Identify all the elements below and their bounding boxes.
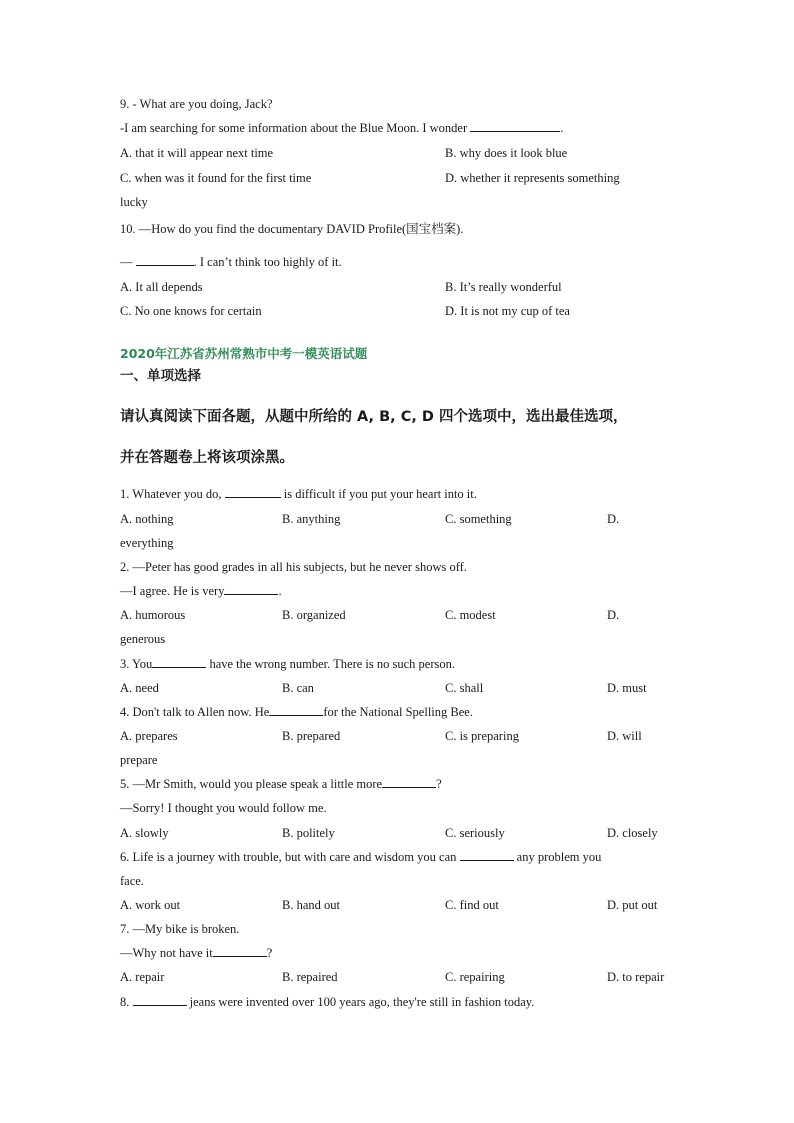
q1-blank (225, 486, 281, 498)
q4-option-c: C. is preparing (445, 729, 519, 743)
q6-line2: face. (120, 874, 144, 888)
q1-stem (120, 486, 477, 502)
q2-line2 (120, 583, 282, 599)
q2-option-a: A. humorous (120, 608, 186, 622)
q7-option-c: C. repairing (445, 970, 505, 984)
q6-prefix: 6. Life is a journey with trouble, but with care and wisdom you can (120, 850, 460, 864)
q2-stem: 2. —Peter has good grades in all his subjects, but he never shows off. (120, 560, 467, 574)
q9-line2-prefix: -I am searching for some information about the Blue Moon. I wonder (120, 121, 471, 135)
q5-stem (120, 776, 442, 792)
exam-title: 2020年江苏省苏州常熟市中考一模英语试题 (120, 346, 368, 361)
q10-blank (136, 254, 194, 266)
q9-blank (470, 120, 560, 132)
q7-blank (213, 945, 267, 957)
q6-suffix: any problem you (513, 850, 602, 864)
q6-option-d: D. put out (607, 898, 658, 912)
q10-option-a: A. It all depends (120, 280, 203, 294)
q5-option-d: D. closely (607, 826, 658, 840)
q8-suffix: jeans were invented over 100 years ago, they're still in fashion today. (186, 995, 535, 1009)
q1-option-b: B. anything (282, 512, 341, 526)
q9-option-d: D. whether it represents something (445, 171, 620, 185)
q1-suffix: is difficult if you put your heart into it. (280, 487, 477, 501)
q7-line2-suffix: ? (266, 946, 273, 960)
q5-option-a: A. slowly (120, 826, 169, 840)
q7-option-a: A. repair (120, 970, 165, 984)
q1-option-a: A. nothing (120, 512, 174, 526)
q7-option-d: D. to repair (607, 970, 665, 984)
q2-blank (224, 583, 278, 595)
q9-option-a: A. that it will appear next time (120, 146, 274, 160)
q6-option-c: C. find out (445, 898, 499, 912)
q9-option-d-wrap: lucky (120, 195, 148, 209)
q10-line2-prefix: — (120, 255, 136, 269)
q9-line2-suffix: . (560, 121, 564, 135)
q1-option-d-wrap: everything (120, 536, 174, 550)
q9-option-c: C. when was it found for the first time (120, 171, 312, 185)
q9-line2 (120, 120, 563, 136)
q3-prefix: 3. You (120, 657, 153, 671)
q4-option-d: D. will (607, 729, 642, 743)
q3-option-c: C. shall (445, 681, 484, 695)
q1-option-c: C. something (445, 512, 512, 526)
q6-option-b: B. hand out (282, 898, 340, 912)
q3-option-d: D. must (607, 681, 647, 695)
q4-option-b: B. prepared (282, 729, 341, 743)
q5-option-c: C. seriously (445, 826, 505, 840)
q6-blank (460, 849, 514, 861)
q6-option-a: A. work out (120, 898, 181, 912)
instruction-line-2: 并在答题卷上将该项涂黑。 (120, 450, 294, 466)
q10-line2-suffix: . I can’t think too highly of it. (193, 255, 342, 269)
q5-line2: —Sorry! I thought you would follow me. (120, 801, 327, 815)
q10-stem: 10. —How do you find the documentary DAVID Profile(国宝档案). (120, 222, 464, 236)
q8-stem (120, 994, 534, 1010)
q7-line2 (120, 945, 272, 961)
q3-stem (120, 656, 455, 672)
q1-prefix: 1. Whatever you do, (120, 487, 225, 501)
q7-option-b: B. repaired (282, 970, 338, 984)
q1-option-d: D. (607, 512, 620, 526)
q8-blank (133, 994, 187, 1006)
q4-option-d-wrap: prepare (120, 753, 158, 767)
q2-line2-suffix: . (278, 584, 282, 598)
q5-blank (382, 776, 436, 788)
q5-option-b: B. politely (282, 826, 335, 840)
q4-suffix: for the National Spelling Bee. (323, 705, 473, 719)
q2-line2-prefix: —I agree. He is very (120, 584, 225, 598)
q10-line2 (120, 254, 342, 270)
q4-prefix: 4. Don't talk to Allen now. He (120, 705, 270, 719)
q7-line2-prefix: —Why not have it (120, 946, 213, 960)
q9-stem: 9. - What are you doing, Jack? (120, 97, 273, 111)
q3-suffix: have the wrong number. There is no such person. (206, 657, 455, 671)
q5-suffix: ? (436, 777, 442, 791)
q4-option-a: A. prepares (120, 729, 178, 743)
q10-option-c: C. No one knows for certain (120, 304, 262, 318)
instruction-line-1: 请认真阅读下面各题，从题中所给的 A, B, C, D 四个选项中，选出最佳选项， (120, 409, 628, 425)
q2-option-d-wrap: generous (120, 632, 166, 646)
section-title: 一、单项选择 (120, 368, 201, 384)
q3-option-a: A. need (120, 681, 159, 695)
q6-stem (120, 849, 601, 865)
q10-option-b: B. It’s really wonderful (445, 280, 562, 294)
q10-option-d: D. It is not my cup of tea (445, 304, 570, 318)
q4-stem (120, 704, 473, 720)
q2-option-c: C. modest (445, 608, 496, 622)
q9-option-b: B. why does it look blue (445, 146, 568, 160)
q5-prefix: 5. —Mr Smith, would you please speak a little more (120, 777, 383, 791)
q8-prefix: 8. (120, 995, 133, 1009)
q2-option-d: D. (607, 608, 620, 622)
q3-blank (152, 656, 206, 668)
q4-blank (269, 704, 323, 716)
q3-option-b: B. can (282, 681, 314, 695)
q2-option-b: B. organized (282, 608, 346, 622)
q7-stem: 7. —My bike is broken. (120, 922, 240, 936)
